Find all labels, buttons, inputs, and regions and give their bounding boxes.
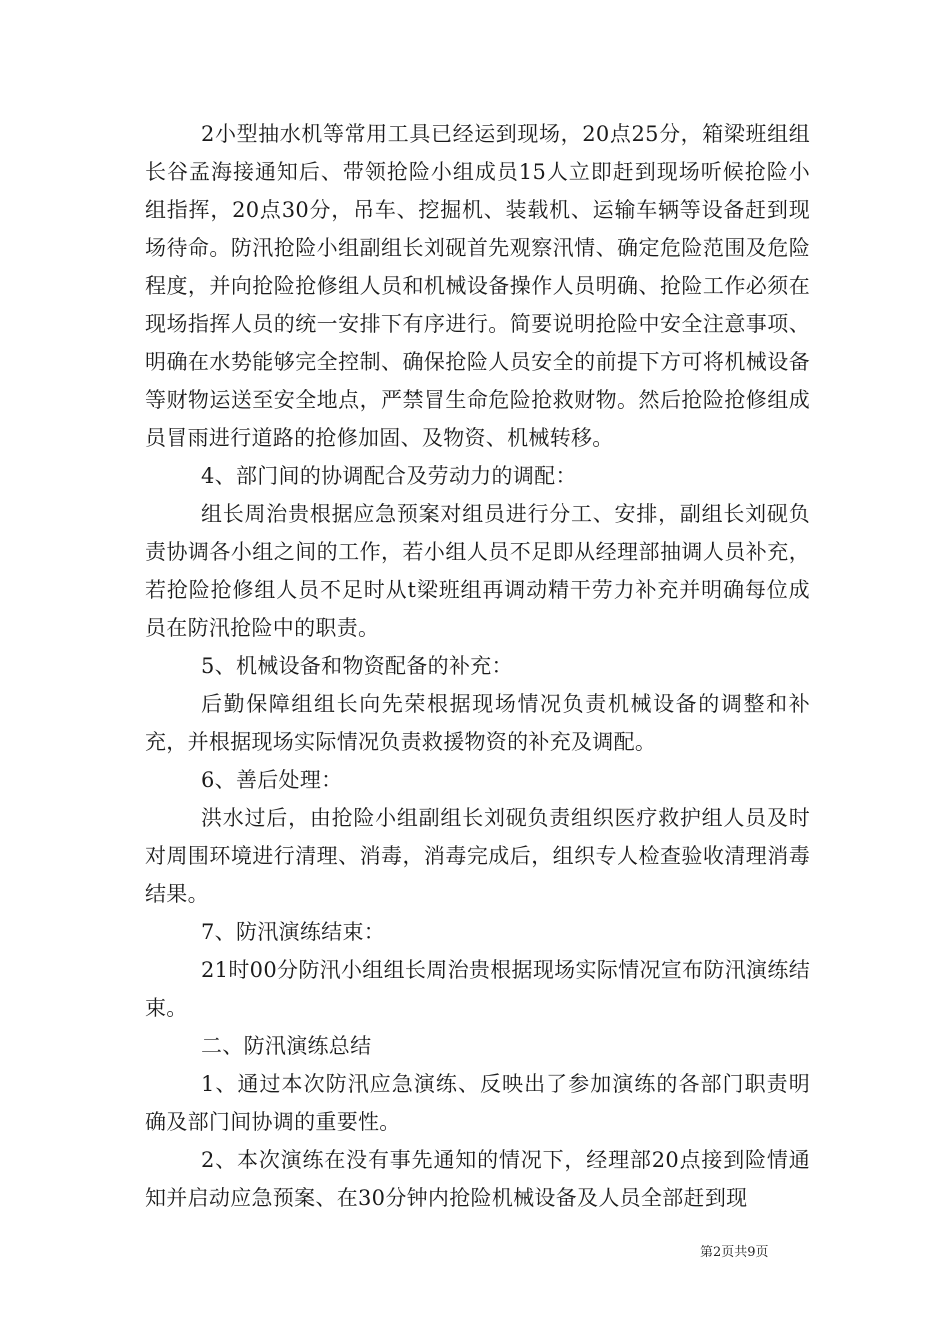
paragraph-equipment-supplement: 后勤保障组组长向先荣根据现场情况负责机械设备的调整和补充，并根据现场实际情况负责救援物资的补充及调配。 (145, 692, 810, 754)
heading-drill-end: 7、防汛演练结束： (201, 920, 386, 944)
page-number-footer: 第2页共9页 (700, 1245, 769, 1260)
paragraph-drill-end: 21时00分防汛小组组长周治贵根据现场实际情况宣布防汛演练结束。 (145, 958, 810, 1020)
document-body (145, 115, 810, 1217)
heading-drill-summary: 二、防汛演练总结 (201, 1034, 372, 1058)
paragraph-aftermath: 洪水过后，由抢险小组副组长刘砚负责组织医疗救护组人员及时对周围环境进行清理、消毒，消毒完成后，组织专人检查验收清理消毒结果。 (145, 806, 810, 906)
heading-aftermath: 6、善后处理： (201, 768, 343, 792)
paragraph-summary-point-2: 2、本次演练在没有事先通知的情况下，经理部20点接到险情通知并启动应急预案、在30分钟内抢险机械设备及人员全部赶到现 (145, 1148, 810, 1210)
heading-equipment-supplement: 5、机械设备和物资配备的补充： (201, 654, 513, 678)
paragraph-department-coordination: 组长周治贵根据应急预案对组员进行分工、安排，副组长刘砚负责协调各小组之间的工作，若小组人员不足即从经理部抽调人员补充，若抢险抢修组人员不足时从t梁班组再调动精干劳力补充并明确每位成员在防汛抢险中的职责。 (145, 502, 810, 640)
paragraph-equipment-arrival: 2小型抽水机等常用工具已经运到现场，20点25分，箱梁班组组长谷孟海接通知后、带领抢险小组成员15人立即赶到现场听候抢险小组指挥，20点30分，吊车、挖掘机、装载机、运输车辆等设备赶到现场待命。防汛抢险小组副组长刘砚首先观察汛情、确定危险范围及危险程度，并向抢险抢修组人员和机械设备操作人员明确、抢险工作必须在现场指挥人员的统一安排下有序进行。简要说明抢险中安全注意事项、明确在水势能够完全控制、确保抢险人员安全的前提下方可将机械设备等财物运送至安全地点，严禁冒生命危险抢救财物。然后抢险抢修组成员冒雨进行道路的抢修加固、及物资、机械转移。 (145, 122, 810, 450)
heading-department-coordination: 4、部门间的协调配合及劳动力的调配： (201, 464, 577, 488)
paragraph-summary-point-1: 1、通过本次防汛应急演练、反映出了参加演练的各部门职责明确及部门间协调的重要性。 (145, 1072, 810, 1134)
